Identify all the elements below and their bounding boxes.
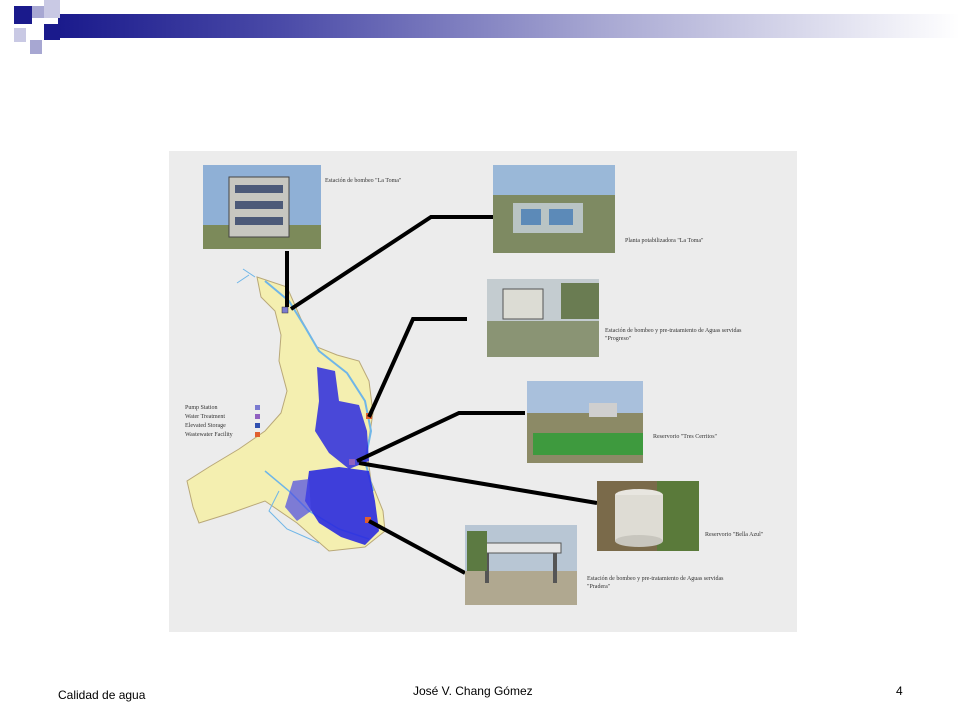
page-number: 4 bbox=[896, 684, 903, 698]
photo-label: Planta potabilizadora "La Toma" bbox=[625, 238, 704, 244]
legend-label: Pump Station bbox=[185, 405, 218, 411]
header-square bbox=[44, 0, 60, 18]
footer-author: José V. Chang Gómez bbox=[413, 684, 533, 698]
header-square bbox=[44, 24, 60, 40]
header-square bbox=[30, 40, 42, 54]
header-square bbox=[14, 6, 32, 24]
photo-pradera-station bbox=[465, 525, 577, 605]
photo-label: Reservorio "Bella Azul" bbox=[705, 532, 764, 538]
header-square bbox=[14, 28, 26, 42]
photo-label: Estación de bombeo y pre-tratamiento de Aguas servidas "Progreso" bbox=[605, 328, 742, 342]
connector-line bbox=[359, 463, 597, 503]
legend-marker-water bbox=[255, 414, 260, 419]
figure-graphics bbox=[169, 151, 797, 632]
footer-left: Calidad de agua bbox=[58, 688, 146, 702]
connector-line bbox=[357, 413, 525, 461]
photo-la-toma-station bbox=[203, 165, 321, 249]
photo-label: Estación de bombeo "La Toma" bbox=[325, 178, 402, 184]
photo-label: Estación de bombeo y pre-tratamiento de Aguas servidas "Pradera" bbox=[587, 576, 724, 590]
legend-marker-wastewater bbox=[255, 432, 260, 437]
photo-bella-azul bbox=[597, 481, 699, 551]
header-square bbox=[32, 6, 44, 18]
photo-tres-cerritos bbox=[527, 381, 643, 463]
map-river bbox=[237, 269, 255, 283]
legend-label: Elevated Storage bbox=[185, 423, 226, 429]
water-treatment-marker bbox=[349, 459, 355, 465]
legend-label: Water Treatment bbox=[185, 414, 226, 420]
photo-progreso-station bbox=[487, 279, 599, 357]
header-gradient-bar bbox=[58, 14, 960, 38]
photo-la-toma-plant bbox=[493, 165, 615, 253]
legend-label: Wastewater Facility bbox=[185, 432, 233, 438]
legend-marker-pump bbox=[255, 405, 260, 410]
legend-marker-storage bbox=[255, 423, 260, 428]
connector-line bbox=[291, 217, 493, 309]
water-infrastructure-figure bbox=[169, 151, 797, 632]
pump-station-marker bbox=[282, 307, 288, 313]
photo-label: Reservorio "Tres Cerritos" bbox=[653, 434, 718, 440]
connector-line bbox=[369, 521, 465, 573]
slide-header-decoration bbox=[0, 0, 960, 48]
connector-line bbox=[369, 319, 467, 417]
